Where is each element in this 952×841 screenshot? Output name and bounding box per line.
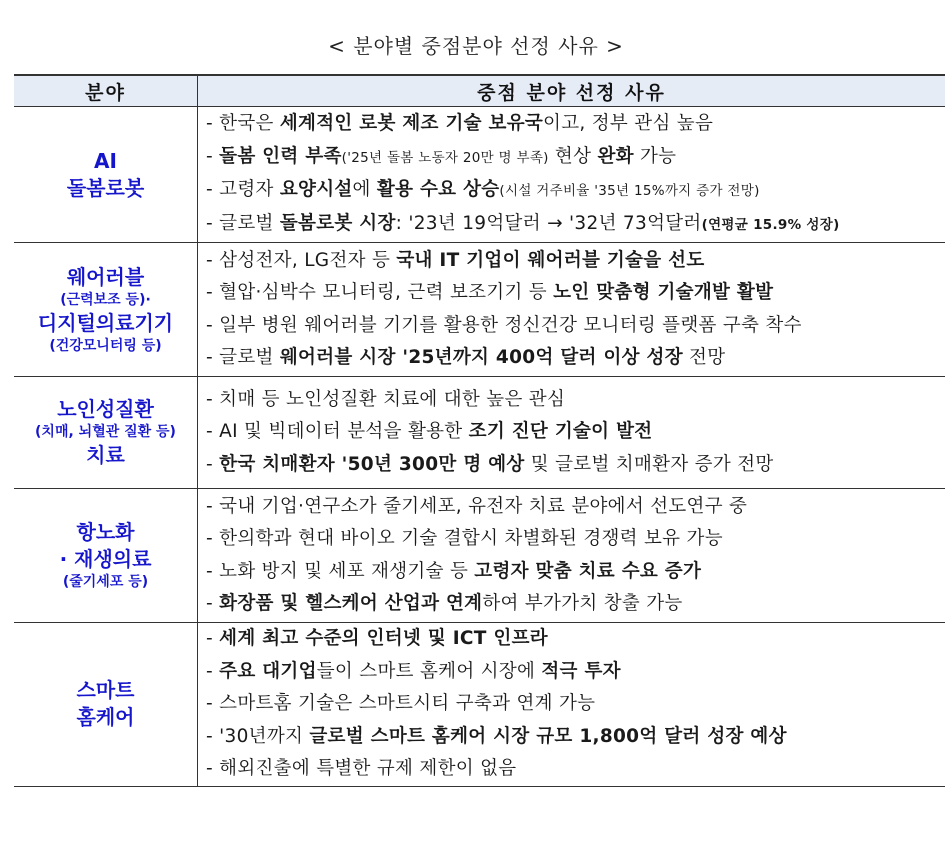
field-label: 치료 xyxy=(86,442,125,467)
reason-text: - xyxy=(206,660,220,682)
reason-line xyxy=(206,108,945,141)
field-label: 노인성질환 xyxy=(57,397,154,422)
reason-text: 이고, 정부 관심 높음 xyxy=(543,113,714,134)
reason-text: - 삼성전자, LG전자 등 xyxy=(206,249,397,271)
reason-line xyxy=(206,208,945,242)
emphasis-text: 노인 맞춤형 기술개발 활발 xyxy=(553,282,774,303)
reason-text: 가능 xyxy=(633,145,677,167)
reason-line xyxy=(206,245,945,278)
reason-cell xyxy=(198,489,946,623)
reason-text: - AI 및 빅데이터 분석을 활용한 xyxy=(206,421,469,443)
reason-text: 및 글로벌 치매환자 증가 전망 xyxy=(524,453,774,475)
reason-cell xyxy=(198,243,946,377)
reason-line xyxy=(206,449,945,482)
field-label: (줄기세포 등) xyxy=(62,574,149,591)
table-row xyxy=(14,377,945,489)
reason-line xyxy=(206,416,945,449)
reason-line xyxy=(206,656,945,689)
field-label: 홈케어 xyxy=(76,705,135,730)
table-row xyxy=(14,623,945,787)
priority-field-table xyxy=(14,74,945,787)
reason-text: - xyxy=(206,453,220,475)
emphasis-text: 글로벌 스마트 홈케어 시장 규모 1,800억 달러 성장 예상 xyxy=(309,725,787,747)
reason-line xyxy=(206,753,945,786)
emphasis-text: 세계적인 로봇 제조 기술 보유국 xyxy=(279,113,544,134)
reason-text: - 고령자 xyxy=(206,179,280,200)
reason-text: 에 xyxy=(352,179,377,200)
emphasis-text: 활용 수요 상승 xyxy=(376,179,500,200)
emphasis-text: 완화 xyxy=(597,145,634,167)
reason-line xyxy=(206,523,945,556)
reason-text: - 스마트홈 기술은 스마트시티 구축과 연계 가능 xyxy=(206,693,596,714)
reason-line xyxy=(206,384,945,417)
header-field: 분야 xyxy=(14,75,198,107)
reason-text: - '30년까지 xyxy=(206,725,310,747)
reason-text: ('25년 돌봄 노동자 20만 명 부족) xyxy=(341,149,549,166)
reason-line xyxy=(206,310,945,343)
emphasis-text: 요양시설 xyxy=(279,179,353,200)
emphasis-text: 화장품 및 헬스케어 산업과 연계 xyxy=(219,593,483,614)
field-label: · 재생의료 xyxy=(59,547,152,572)
reason-line xyxy=(206,623,945,656)
page-title: < 분야별 중점분야 선정 사유 > xyxy=(328,34,624,58)
reason-text: - 혈압·심박수 모니터링, 근력 보조기기 등 xyxy=(206,282,554,303)
reason-text: - 글로벌 xyxy=(206,212,280,234)
reason-text: - 한의학과 현대 바이오 기술 결합시 차별화된 경쟁력 보유 가능 xyxy=(206,528,723,549)
field-label: 디지털의료기기 xyxy=(37,310,174,335)
field-label: 웨어러블 xyxy=(66,264,145,289)
reason-line xyxy=(206,141,945,175)
reason-text: 현상 xyxy=(548,145,598,167)
reason-line xyxy=(206,721,945,754)
reason-cell xyxy=(198,623,946,787)
reason-text: - 글로벌 xyxy=(206,347,280,368)
reason-text: - 노화 방지 및 세포 재생기술 등 xyxy=(206,560,475,582)
reason-text: - 일부 병원 웨어러블 기기를 활용한 정신건강 모니터링 플랫폼 구축 착수 xyxy=(206,314,802,336)
reason-text: - 국내 기업·연구소가 줄기세포, 유전자 치료 분야에서 선도연구 중 xyxy=(206,495,748,517)
reason-line xyxy=(206,688,945,721)
field-cell xyxy=(14,243,198,377)
field-label: 돌봄로봇 xyxy=(66,175,145,200)
field-cell xyxy=(14,489,198,623)
emphasis-text: 고령자 맞춤 치료 수요 증가 xyxy=(474,560,702,582)
reason-cell xyxy=(198,107,946,243)
table-row xyxy=(14,243,945,377)
reason-line xyxy=(206,491,945,524)
reason-cell xyxy=(198,377,946,489)
emphasis-text: 돌봄 인력 부족 xyxy=(219,145,342,167)
reason-text: (시설 거주비율 '35년 15%까지 증가 전망) xyxy=(499,183,760,199)
table-body xyxy=(14,107,945,787)
emphasis-text: 돌봄로봇 시장 xyxy=(279,212,396,234)
reason-line xyxy=(206,556,945,589)
field-cell xyxy=(14,107,198,243)
table-header-row xyxy=(14,75,945,107)
table-row xyxy=(14,489,945,623)
reason-line xyxy=(206,174,945,208)
emphasis-text: 세계 최고 수준의 인터넷 및 ICT 인프라 xyxy=(219,628,548,649)
reason-text: : '23년 19억달러 → '32년 73억달러 xyxy=(395,212,702,234)
field-cell xyxy=(14,377,198,489)
reason-line xyxy=(206,342,945,375)
reason-text: - xyxy=(206,628,220,649)
table-row xyxy=(14,107,945,243)
field-label: (치매, 뇌혈관 질환 등) xyxy=(35,424,176,441)
emphasis-text: 웨어러블 시장 '25년까지 400억 달러 이상 성장 xyxy=(279,347,683,368)
reason-line xyxy=(206,277,945,310)
field-cell xyxy=(14,623,198,787)
header-reason: 중점 분야 선정 사유 xyxy=(198,75,946,107)
reason-text: - 치매 등 노인성질환 치료에 대한 높은 관심 xyxy=(206,388,566,410)
emphasis-text: 주요 대기업 xyxy=(219,660,317,682)
emphasis-text: 국내 IT 기업이 웨어러블 기술을 선도 xyxy=(396,249,705,271)
field-label: 스마트 xyxy=(76,678,135,703)
emphasis-text: 조기 진단 기술이 발전 xyxy=(468,421,653,443)
emphasis-text: 한국 치매환자 '50년 300만 명 예상 xyxy=(219,453,525,475)
emphasis-text: 적극 투자 xyxy=(541,660,621,682)
reason-text: - 해외진출에 특별한 규제 제한이 없음 xyxy=(206,758,517,779)
field-label: (건강모니터링 등) xyxy=(49,337,162,354)
field-label: (근력보조 등)· xyxy=(60,291,151,308)
reason-text: - xyxy=(206,593,220,614)
emphasis-text: (연평균 15.9% 성장) xyxy=(701,216,840,233)
reason-text: 전망 xyxy=(682,347,726,368)
reason-text: 들이 스마트 홈케어 시장에 xyxy=(316,660,542,682)
reason-text: 하여 부가가치 창출 가능 xyxy=(482,593,683,614)
field-label: AI xyxy=(94,148,117,173)
reason-text: - 한국은 xyxy=(206,113,280,134)
field-label: 항노화 xyxy=(76,520,135,545)
reason-text: - xyxy=(206,145,220,167)
reason-line xyxy=(206,588,945,621)
